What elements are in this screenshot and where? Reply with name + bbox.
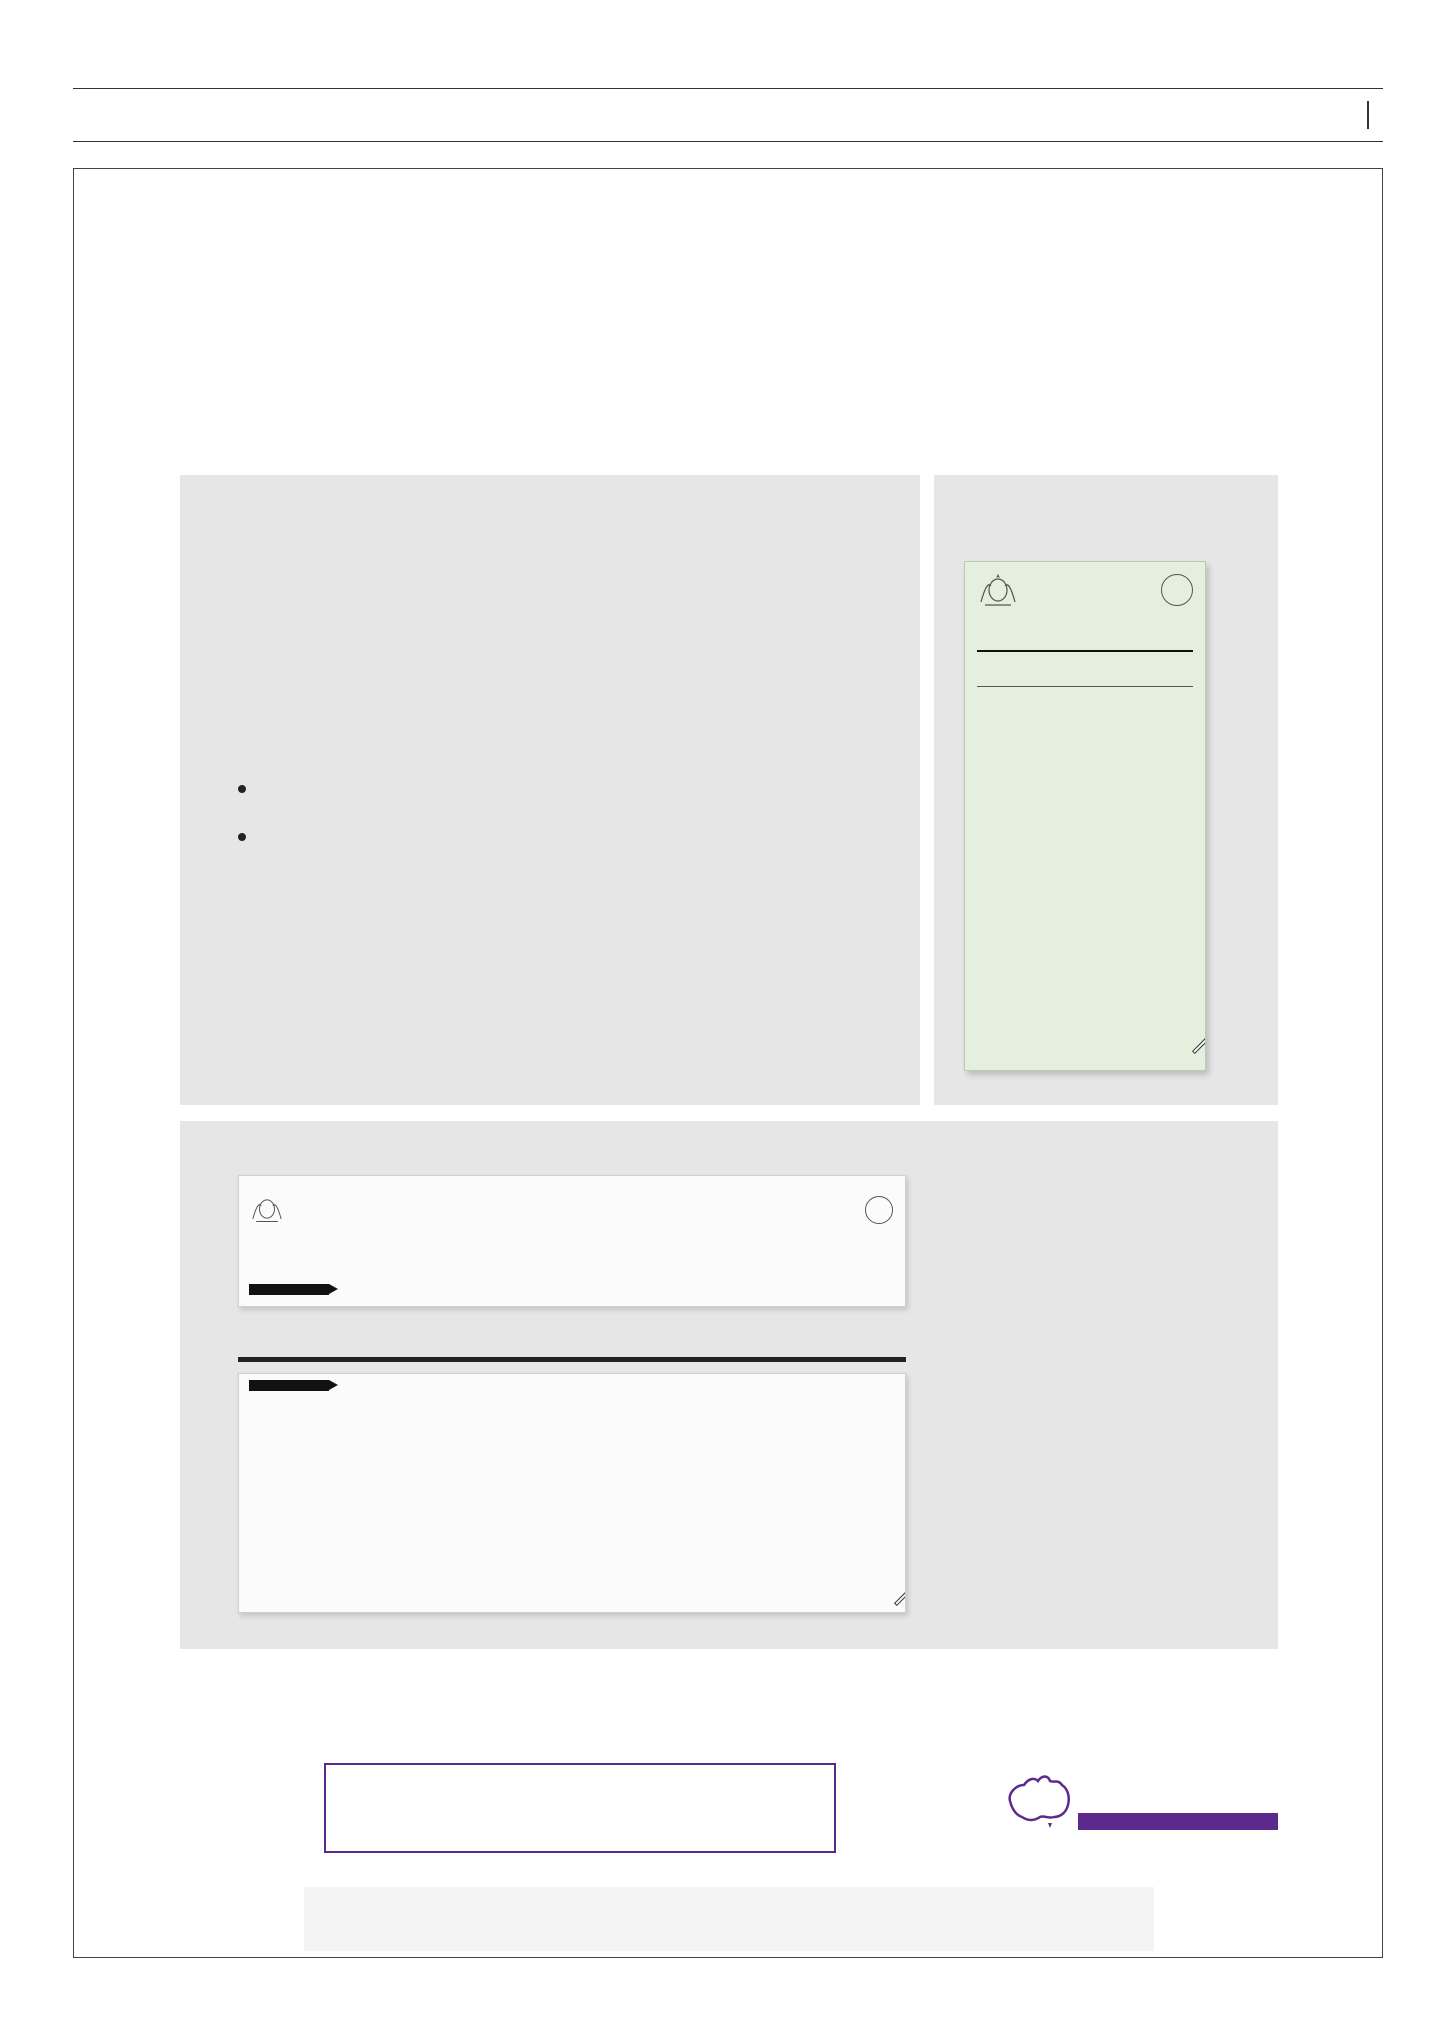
- the-line: [238, 1357, 906, 1362]
- or-label: [249, 1380, 329, 1391]
- sample-stamp: [1192, 1030, 1206, 1054]
- green-ballot-rule-2: [977, 686, 1193, 687]
- qr-code[interactable]: [180, 1761, 278, 1859]
- either-label: [249, 1284, 329, 1295]
- seal-icon: [1161, 574, 1193, 606]
- advertisement-frame: [73, 168, 1383, 1958]
- senate-ballot-below-line: [238, 1373, 906, 1613]
- bullet-dot: [238, 785, 246, 793]
- australia-map-icon: [1004, 1771, 1074, 1831]
- masthead: [73, 88, 1383, 142]
- info-box: [324, 1763, 836, 1853]
- masthead-separator: [1367, 101, 1369, 129]
- senate-ballot-above-line: [238, 1175, 906, 1307]
- green-ballot-sample: [964, 561, 1206, 1071]
- green-ballot-rule: [977, 650, 1193, 652]
- bullet-dot: [238, 833, 246, 841]
- bullet-white-ballot: [238, 823, 278, 847]
- aec-full-name: [1078, 1813, 1278, 1830]
- intro-panel: [180, 475, 920, 1105]
- masthead-right: [1339, 101, 1383, 129]
- seal-icon: [865, 1196, 893, 1224]
- bullet-green-ballot: [238, 775, 278, 799]
- sample-stamp: [894, 1582, 906, 1606]
- green-ballot-panel: [934, 475, 1278, 1105]
- coat-of-arms-icon: [977, 572, 1019, 608]
- authorisation: [304, 1887, 1154, 1951]
- coat-of-arms-icon: [249, 1194, 285, 1224]
- white-ballot-panel: [180, 1121, 1278, 1649]
